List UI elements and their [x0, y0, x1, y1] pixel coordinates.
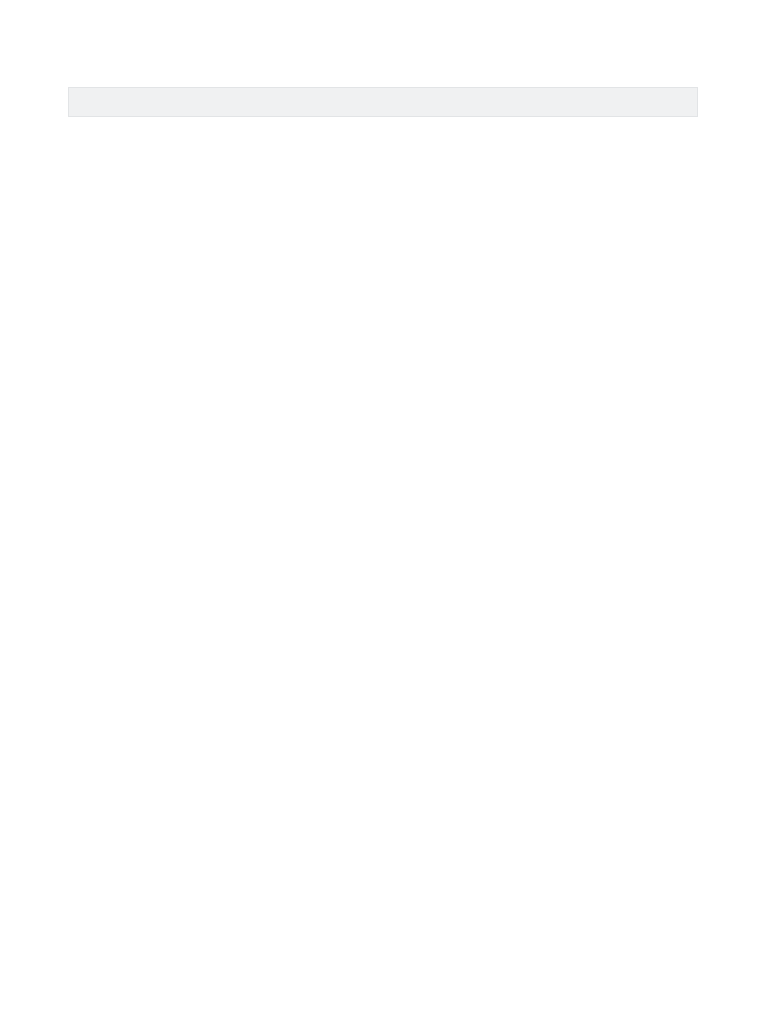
title-bar	[68, 87, 698, 117]
